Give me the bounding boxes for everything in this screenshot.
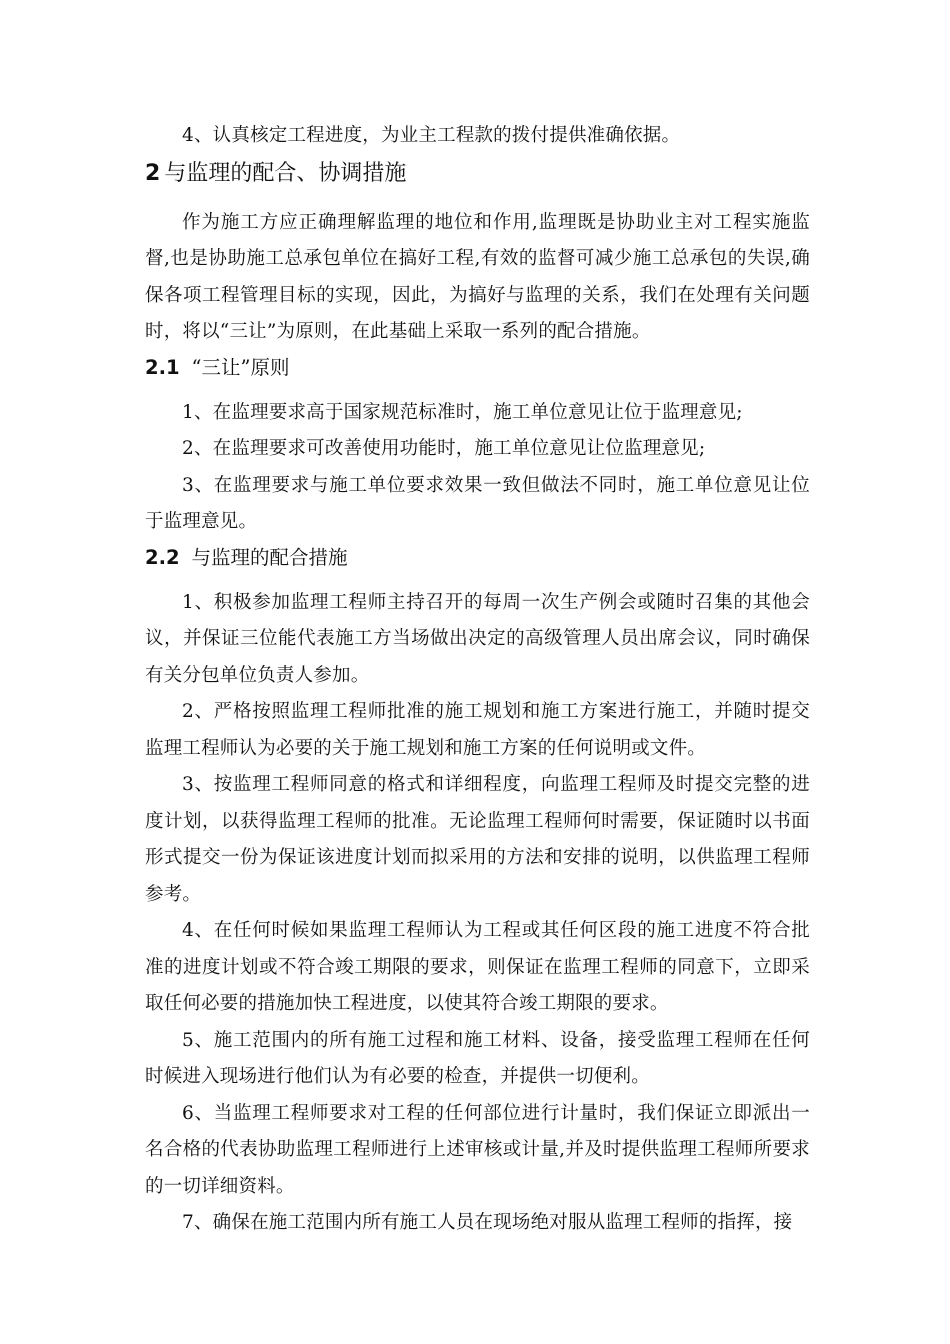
list-item: 3、在监理要求与施工单位要求效果一致但做法不同时，施工单位意见让位于监理意见。 — [145, 474, 810, 532]
list-item: 5、施工范围内的所有施工过程和施工材料、设备，接受监理工程师在任何时候进入现场进行他们认为有必要的检查，并提供一切便利。 — [145, 1029, 810, 1087]
section-2-2-title: 与监理的配合措施 — [191, 545, 348, 569]
list-item: 2、严格按照监理工程师批准的施工规划和施工方案进行施工，并随时提交监理工程师认为必要的关于施工规划和施工方案的任何说明或文件。 — [145, 701, 810, 759]
intro-item: 4、认真核定工程进度，为业主工程款的拨付提供准确依据。 — [182, 125, 681, 146]
section-2-1-heading — [145, 353, 810, 383]
section-2-1-number: 2.1 — [145, 355, 180, 379]
list-item: 1、在监理要求高于国家规范标准时，施工单位意见让位于监理意见; — [182, 401, 743, 423]
list-item: 6、当监理工程师要求对工程的任何部位进行计量时，我们保证立即派出一名合格的代表协助监理工程师进行上述审核或计量,并及时提供监理工程师所要求的一切详细资料。 — [145, 1102, 810, 1197]
list-item: 7、确保在施工范围内所有施工人员在现场绝对服从监理工程师的指挥，接 — [182, 1212, 793, 1233]
section-2-2-heading — [145, 543, 810, 573]
list-item: 4、在任何时候如果监理工程师认为工程或其任何区段的施工进度不符合批准的进度计划或不符合竣工期限的要求，则保证在监理工程师的同意下，立即采取任何必要的措施加快工程进度，以使其符合竣工期限的要求。 — [145, 920, 810, 1014]
document-content — [145, 118, 810, 1242]
section-2-body: 作为施工方应正确理解监理的地位和作用,监理既是协助业主对工程实施监督,也是协助施工总承包单位在搞好工程,有效的监督可减少施工总承包的失误,确保各项工程管理目标的实现，因此，为搞好与监理的关系，我们在处理有关问题时，将以“三让”为原则，在此基础上采取一系列的配合措施。 — [145, 211, 810, 342]
section-2-title: 与监理的配合、协调措施 — [164, 160, 407, 186]
list-item: 1、积极参加监理工程师主持召开的每周一次生产例会或随时召集的其他会议，并保证三位能代表施工方当场做出决定的高级管理人员出席会议，同时确保有关分包单位负责人参加。 — [145, 591, 810, 686]
section-2-number: 2 — [145, 160, 161, 186]
list-item: 2、在监理要求可改善使用功能时，施工单位意见让位监理意见; — [182, 438, 706, 459]
section-2-1-title: “三让”原则 — [191, 355, 290, 379]
section-2-2-number: 2.2 — [145, 545, 180, 569]
section-2-heading — [145, 159, 810, 189]
list-item: 3、按监理工程师同意的格式和详细程度，向监理工程师及时提交完整的进度计划，以获得监理工程师的批准。无论监理工程师何时需要，保证随时以书面形式提交一份为保证该进度计划而拟采用的方法和安排的说明，以供监理工程师参考。 — [145, 774, 810, 905]
